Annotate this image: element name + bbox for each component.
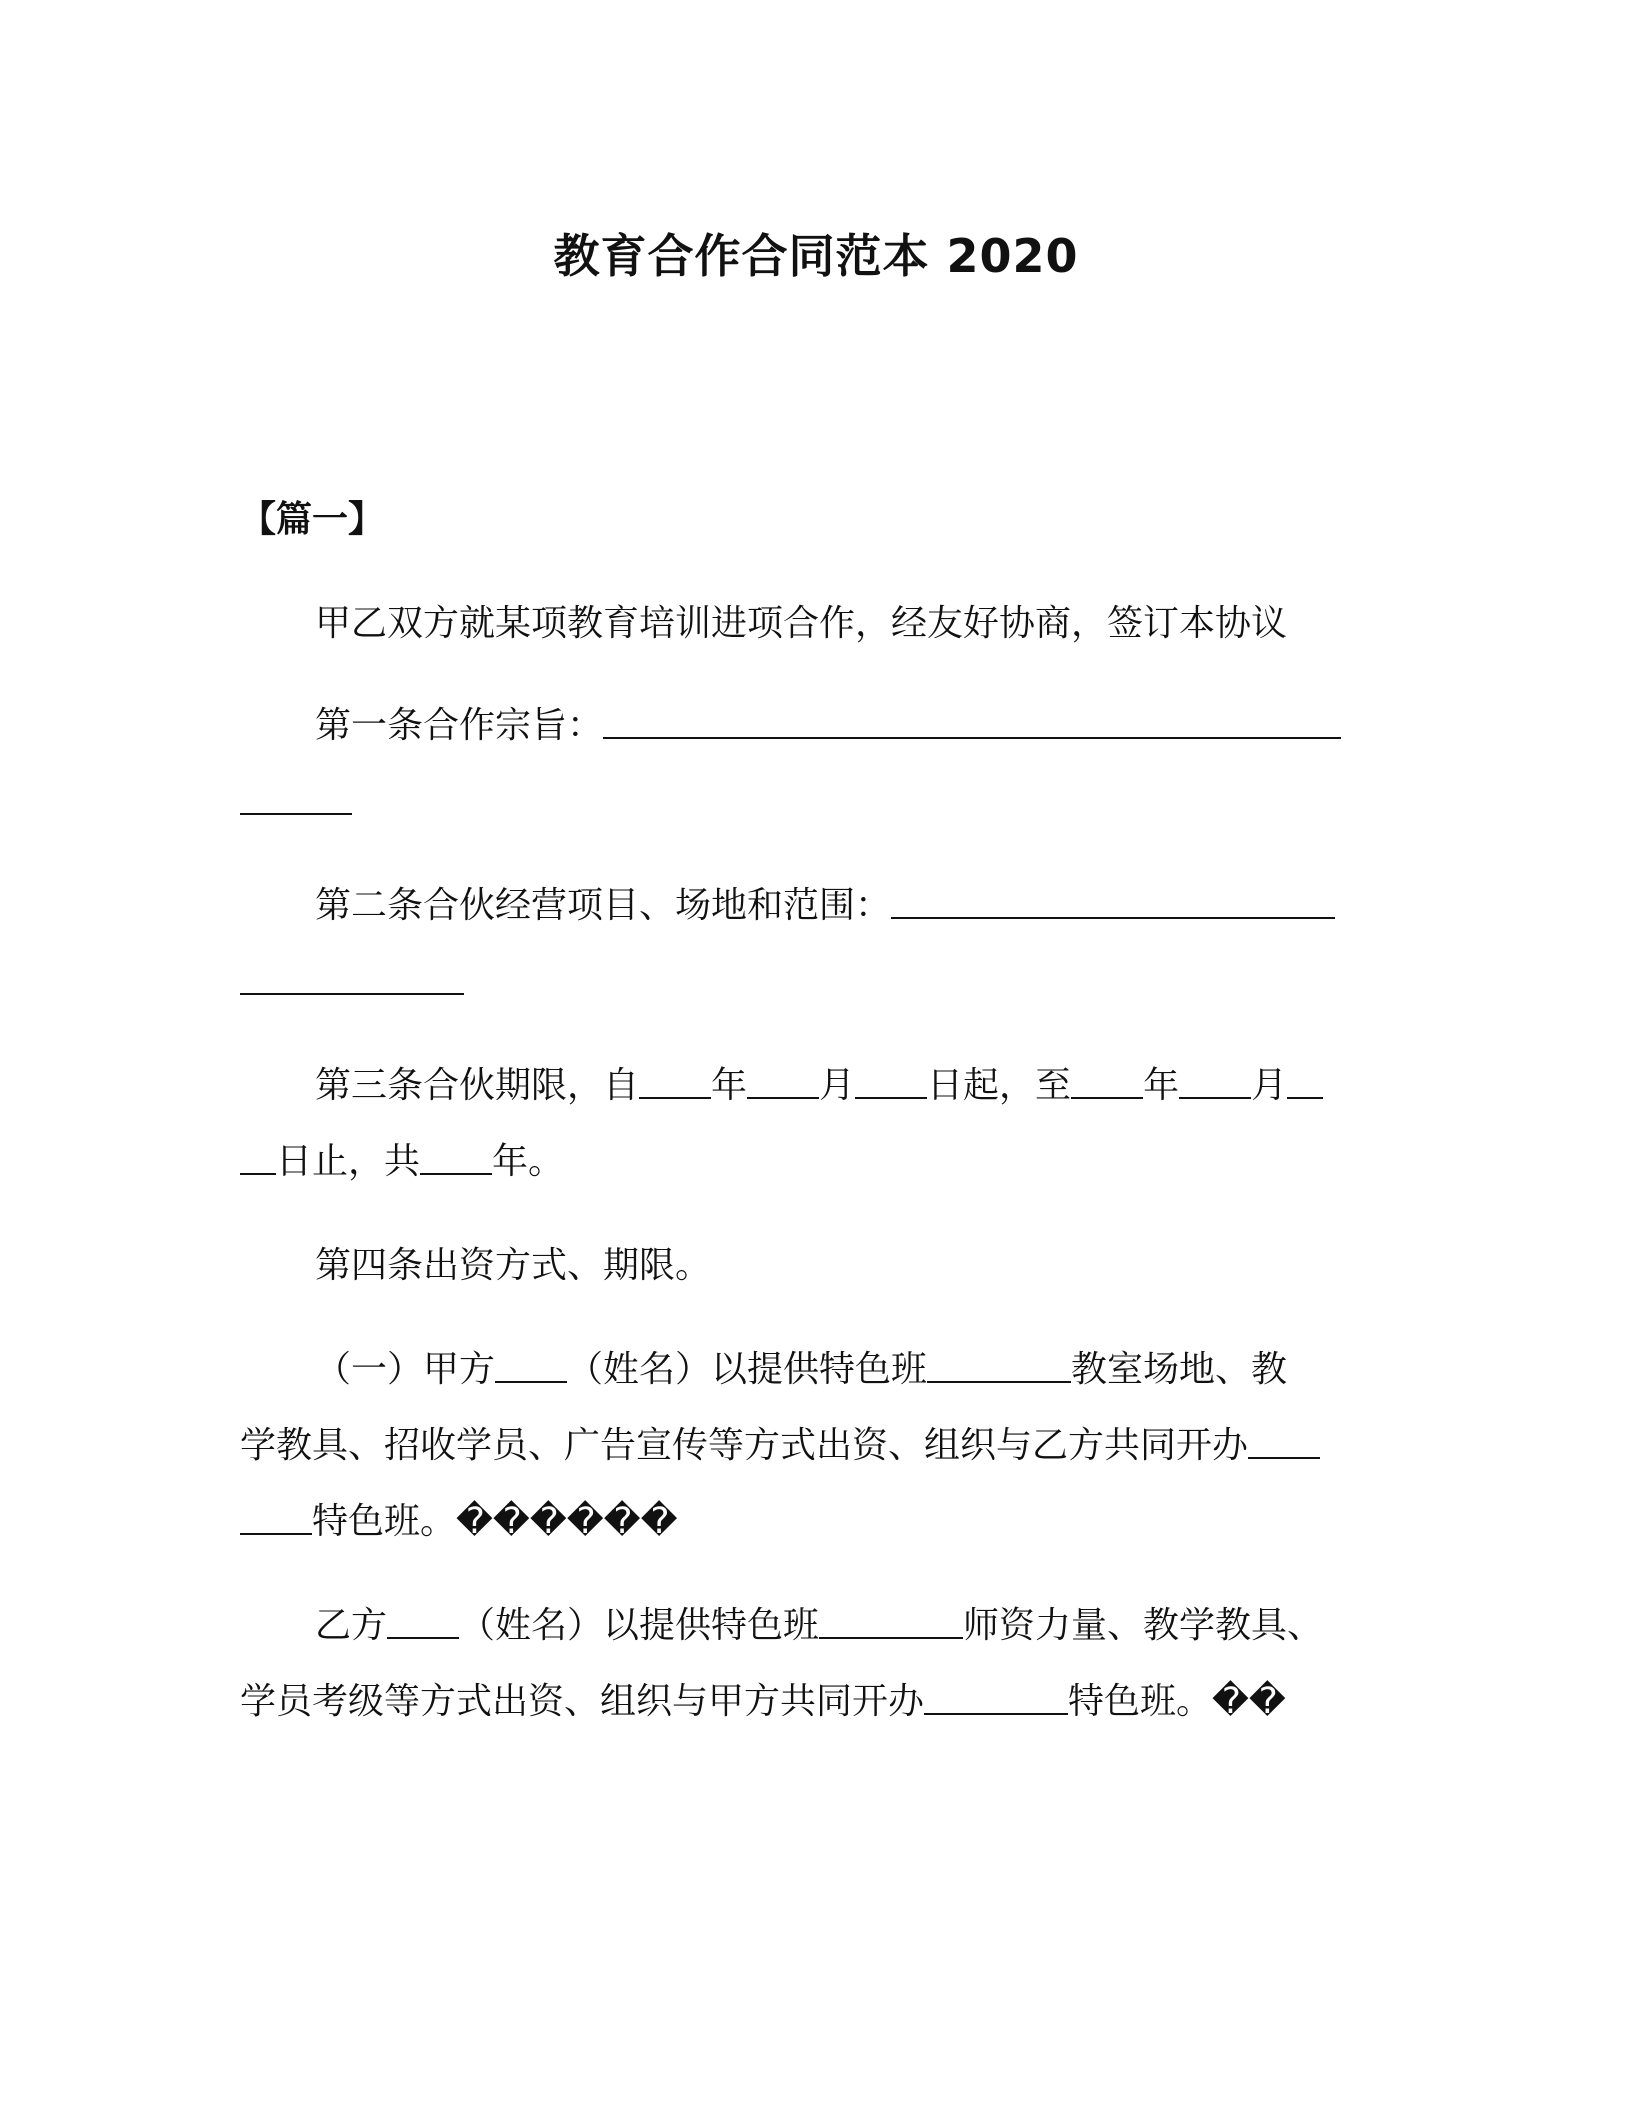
end-year-blank[interactable] [1071,1063,1143,1099]
end-day-blank[interactable] [1287,1063,1323,1099]
article-3-line-1 [240,1062,1450,1110]
item-1-text-2: 学教具、招收学员、广告宣传等方式出资、组织与乙方共同开办 [240,1425,1249,1466]
item-1-line-3 [240,1498,1375,1546]
article-2-blank[interactable] [891,883,1335,919]
item-2-party-b: 乙方 [315,1605,388,1646]
item-2-text-2: 学员考级等方式出资、组织与甲方共同开办 [240,1681,925,1722]
total-years-blank[interactable] [420,1139,492,1175]
start-day-blank[interactable] [855,1063,927,1099]
article-1-label: 第一条合作宗旨： [315,705,604,746]
month-label-2: 月 [1251,1065,1288,1106]
year-label-2: 年 [1143,1065,1180,1106]
party-b-name-blank[interactable] [387,1603,459,1639]
article-1-blank-cont[interactable] [240,779,352,815]
article-3-line-2 [240,1138,1375,1186]
article-3-text-from: 第三条合伙期限，自 [315,1065,640,1106]
start-month-blank[interactable] [747,1063,819,1099]
article-1-line-1 [240,702,1450,750]
article-2-line-2 [240,958,1375,1006]
month-label: 月 [819,1065,856,1106]
party-a-program-blank-cont[interactable] [240,1499,312,1535]
item-1-provide: （姓名）以提供特色班 [567,1349,928,1390]
article-2-label: 第二条合伙经营项目、场地和范围： [315,885,892,926]
item-2-text-3: 特色班。�� [1068,1681,1286,1722]
item-2-line-2 [240,1678,1375,1726]
party-a-name-blank[interactable] [495,1347,567,1383]
item-1-line-1 [240,1346,1450,1394]
item-2-line-1 [240,1602,1450,1650]
intro-paragraph: 甲乙双方就某项教育培训进项合作，经友好协商，签订本协议 [315,603,1288,644]
years-end-label: 年。 [492,1141,565,1182]
document-title: 教育合作合同范本 2020 [553,229,1079,283]
item-2-provide: （姓名）以提供特色班 [459,1605,820,1646]
party-b-program-blank[interactable] [924,1679,1068,1715]
party-b-class-blank[interactable] [819,1603,963,1639]
item-1-text-3: 特色班。������ [312,1501,678,1542]
article-2-line-1 [240,882,1450,930]
end-day-blank-cont[interactable] [240,1139,276,1175]
article-2-blank-cont[interactable] [240,959,464,995]
end-month-blank[interactable] [1179,1063,1251,1099]
party-a-class-blank[interactable] [927,1347,1071,1383]
article-4-heading: 第四条出资方式、期限。 [315,1245,712,1286]
party-a-program-blank[interactable] [1248,1423,1320,1459]
item-1-party-a: （一）甲方 [315,1349,496,1390]
section-heading: 【篇一】 [240,499,385,540]
day-from-label: 日起，至 [927,1065,1072,1106]
item-1-venue: 教室场地、教 [1071,1349,1288,1390]
item-1-line-2 [240,1422,1375,1470]
article-1-line-2 [240,778,1375,826]
day-to-label: 日止，共 [276,1141,421,1182]
item-2-teachers: 师资力量、教学教具、 [963,1605,1324,1646]
article-1-blank[interactable] [603,703,1341,739]
year-label: 年 [711,1065,748,1106]
start-year-blank[interactable] [639,1063,711,1099]
